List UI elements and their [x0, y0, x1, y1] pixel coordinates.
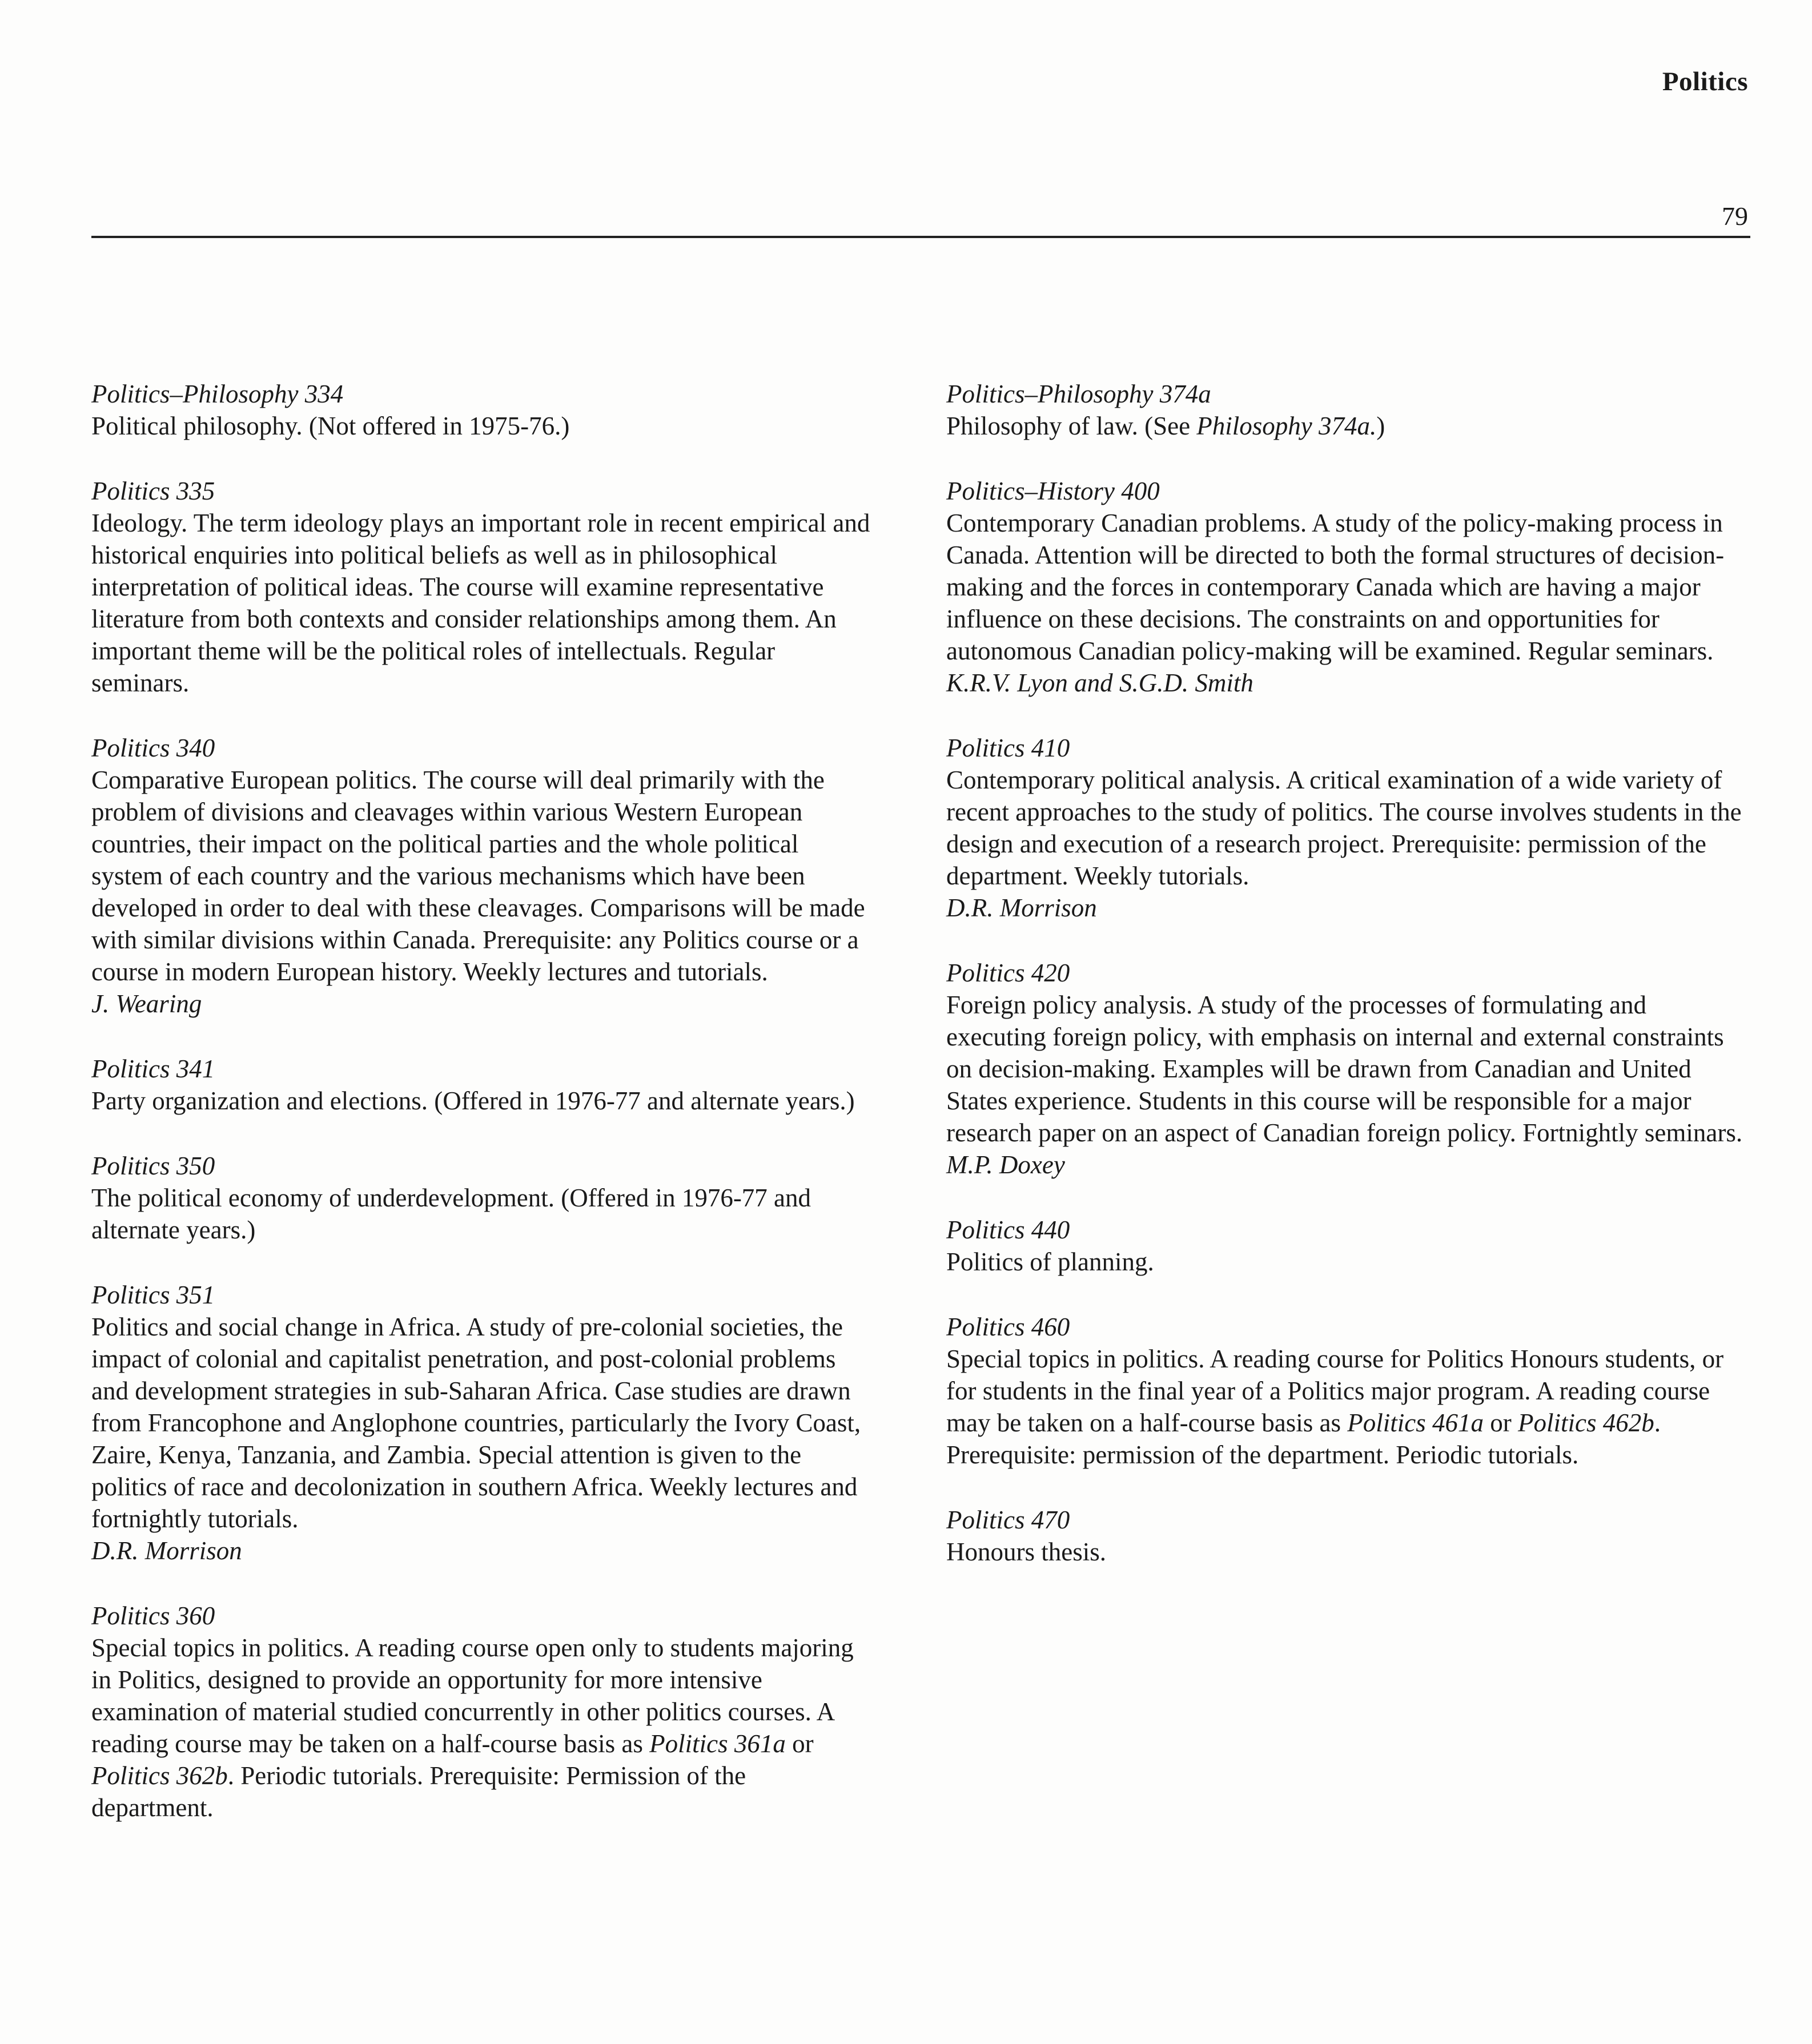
course-title: Politics 351 [91, 1281, 215, 1309]
course-description: Honours thesis. [946, 1538, 1106, 1566]
course-instructor: J. Wearing [91, 989, 202, 1018]
course-reference: Philosophy 374a. [1196, 412, 1377, 440]
description-text: Special topics in politics. A reading course open only to students majoring in Politics, designed to provide an opportunity for more intensive examination of material studied concurrently in other politics courses. A reading course may be taken on a half-course basis as [91, 1633, 854, 1758]
course-entry [91, 1600, 874, 1824]
course-title: Politics 410 [946, 734, 1070, 762]
course-description [946, 1343, 1746, 1471]
description-text: . Periodic tutorials. Prerequisite: Permission of the department. [91, 1761, 746, 1822]
course-entry [91, 732, 874, 1020]
course-title: Politics 350 [91, 1152, 215, 1180]
course-title: Politics–Philosophy 374a [946, 380, 1211, 408]
course-title: Politics 440 [946, 1216, 1070, 1244]
course-title: Politics 420 [946, 959, 1070, 987]
course-instructor: M.P. Doxey [946, 1150, 1065, 1179]
course-entry [946, 1214, 1746, 1278]
course-entry [91, 1150, 874, 1246]
course-title: Politics 460 [946, 1313, 1070, 1341]
course-instructor: D.R. Morrison [946, 894, 1097, 922]
course-entry [91, 1279, 874, 1567]
course-entry [91, 1053, 874, 1117]
course-reference: Politics 462b [1517, 1409, 1654, 1437]
description-text: or [785, 1729, 814, 1758]
description-text: ) [1376, 412, 1385, 440]
course-reference: Politics 361a [649, 1729, 786, 1758]
course-entry [946, 1504, 1746, 1568]
running-head: Politics [1662, 67, 1748, 96]
course-title: Politics 335 [91, 477, 215, 505]
header-rule [91, 236, 1750, 238]
course-instructor: D.R. Morrison [91, 1536, 242, 1565]
course-entry [946, 732, 1746, 924]
description-text: . Prerequisite: permission of the department. Periodic tutorials. [946, 1409, 1661, 1469]
course-description: Politics of planning. [946, 1248, 1154, 1276]
course-entry [946, 957, 1746, 1181]
course-description: Contemporary political analysis. A critical examination of a wide variety of recent approaches to the study of politics. The course involves students in the design and execution of a research project. Prerequisite: permission of the department. Weekly tutorials. [946, 766, 1742, 890]
course-entry [946, 475, 1746, 699]
course-description: Party organization and elections. (Offered in 1976-77 and alternate years.) [91, 1087, 855, 1115]
left-column [91, 378, 874, 1857]
course-description [946, 410, 1746, 442]
course-description: Foreign policy analysis. A study of the processes of formulating and executing foreign policy, with emphasis on internal and external constraints on decision-making. Examples will be drawn from Canadian and United States experience. Students in this course will be responsible for a major research paper on an aspect of Canadian foreign policy. Fortnightly seminars. [946, 991, 1743, 1147]
course-description: Political philosophy. (Not offered in 1975-76.) [91, 412, 570, 440]
page-number: 79 [1722, 202, 1748, 231]
course-description: Ideology. The term ideology plays an important role in recent empirical and historical enquiries into political beliefs as well as in philosophical interpretation of political ideas. The course will examine representative literature from both contexts and consider relationships among them. An important theme will be the political roles of intellectuals. Regular seminars. [91, 509, 870, 697]
course-title: Politics 340 [91, 734, 215, 762]
course-title: Politics–Philosophy 334 [91, 380, 344, 408]
course-reference: Politics 461a [1347, 1409, 1484, 1437]
course-title: Politics–History 400 [946, 477, 1160, 505]
course-title: Politics 341 [91, 1055, 215, 1083]
course-title: Politics 360 [91, 1602, 215, 1630]
course-description: Politics and social change in Africa. A study of pre-colonial societies, the impact of colonial and capitalist penetration, and post-colonial problems and development strategies in sub-Saharan Africa. Case studies are drawn from Francophone and Anglophone countries, particularly the Ivory Coast, Zaire, Kenya, Tanzania, and Zambia. Special attention is given to the politics of race and decolonization in southern Africa. Weekly lectures and fortnightly tutorials. [91, 1313, 861, 1533]
course-entry [946, 378, 1746, 442]
course-instructor: K.R.V. Lyon and S.G.D. Smith [946, 669, 1253, 697]
description-text: or [1483, 1409, 1518, 1437]
course-description: The political economy of underdevelopment. (Offered in 1976-77 and alternate years.) [91, 1184, 811, 1244]
description-text: Special topics in politics. A reading course for Politics Honours students, or for students in the final year of a Politics major program. A reading course may be taken on a half-course basis as [946, 1345, 1724, 1437]
course-entry [91, 378, 874, 442]
course-title: Politics 470 [946, 1506, 1070, 1534]
course-reference: Politics 362b [91, 1761, 228, 1790]
course-entry [91, 475, 874, 699]
course-description [91, 1632, 874, 1824]
right-column [946, 378, 1746, 1601]
course-description: Comparative European politics. The course will deal primarily with the problem of divisions and cleavages within various Western European countries, their impact on the political parties and the whole political system of each country and the various mechanisms which have been developed in order to deal with these cleavages. Comparisons will be made with similar divisions within Canada. Prerequisite: any Politics course or a course in modern European history. Weekly lectures and tutorials. [91, 766, 865, 986]
course-entry [946, 1311, 1746, 1471]
description-text: Philosophy of law. (See [946, 412, 1197, 440]
course-description: Contemporary Canadian problems. A study of the policy-making process in Canada. Attention will be directed to both the formal structures of decision-making and the forces in contemporary Canada which are having a major influence on these decisions. The constraints on and opportunities for autonomous Canadian policy-making will be examined. Regular seminars. [946, 509, 1725, 665]
